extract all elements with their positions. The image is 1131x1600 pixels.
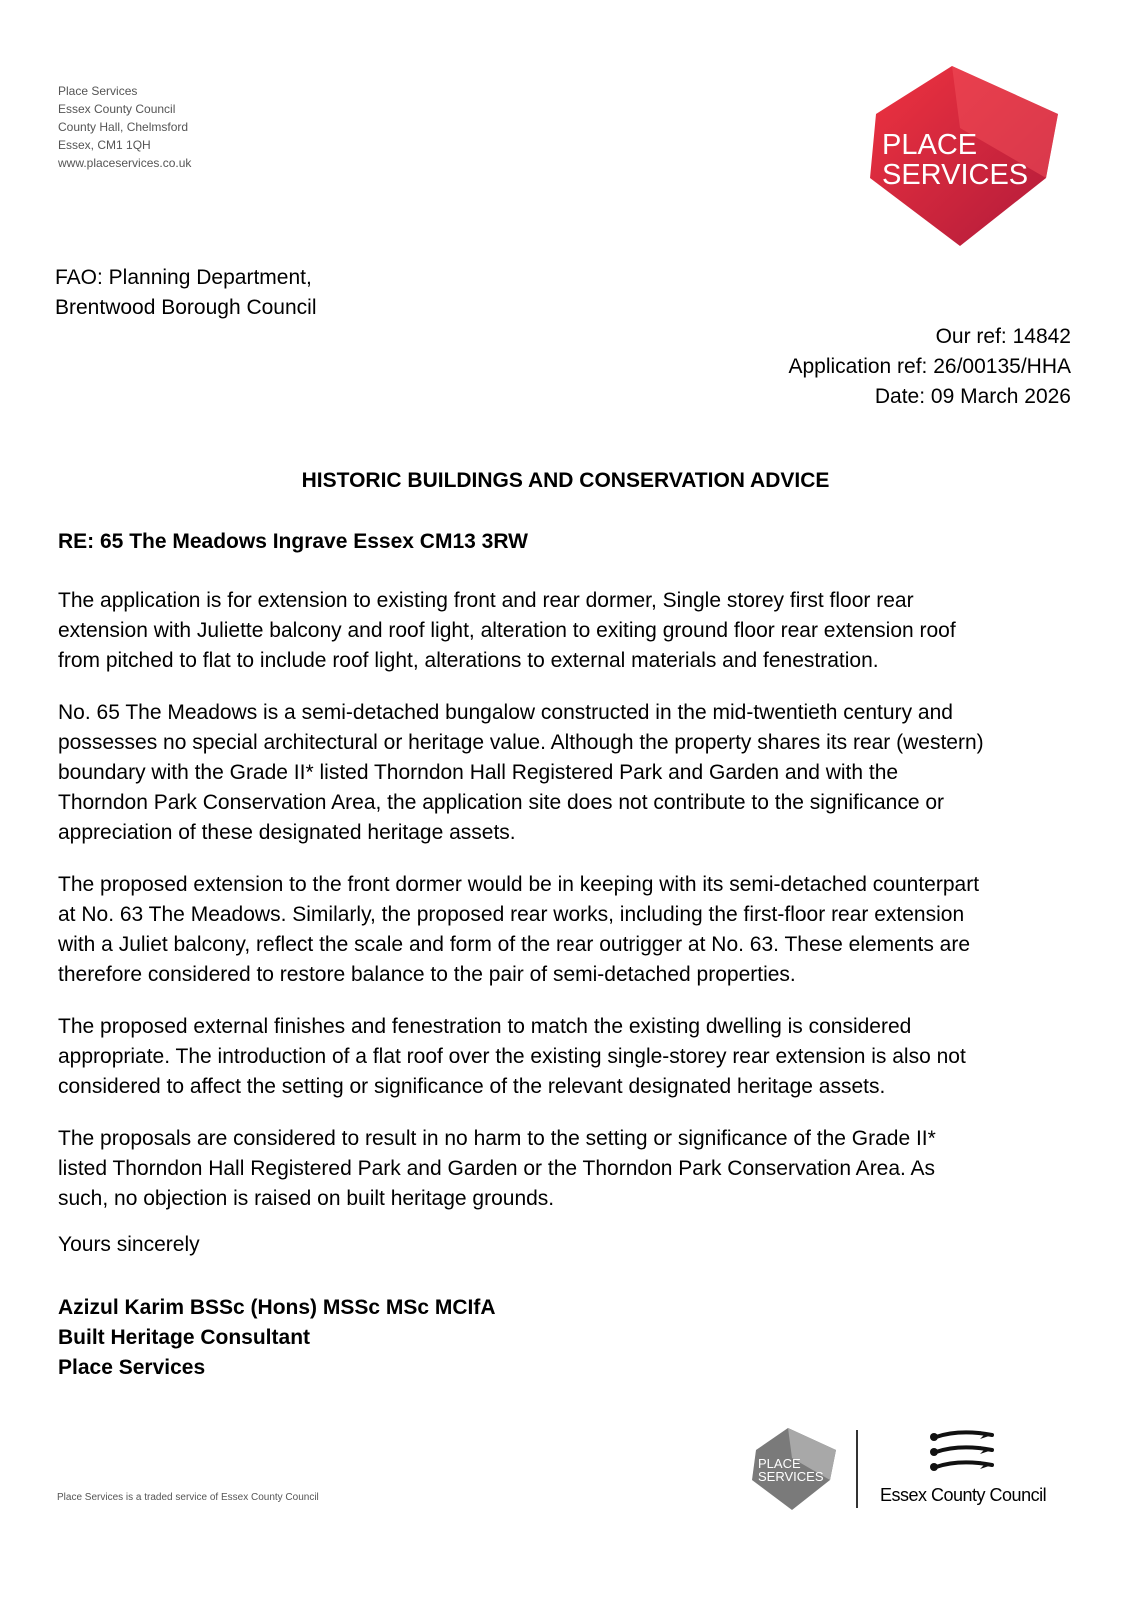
paragraph-line: The proposed extension to the front dormer would be in keeping with its semi-detached counterpart <box>58 873 980 896</box>
paragraph-line: appreciation of these designated heritage assets. <box>58 821 516 844</box>
letter-body <box>58 586 1058 1236</box>
essex-county-council-wordmark: Essex County Council <box>880 1485 1047 1505</box>
paragraph-line: boundary with the Grade II* listed Thorndon Hall Registered Park and Garden and with the <box>58 761 899 784</box>
paragraph-line: listed Thorndon Hall Registered Park and Garden or the Thorndon Park Conservation Area. As <box>58 1157 936 1180</box>
sender-address <box>58 82 191 172</box>
paragraph-line: with a Juliet balcony, reflect the scale and form of the rear outrigger at No. 63. These elements are <box>58 933 971 956</box>
logo-text-place: PLACE <box>882 129 978 161</box>
footer-logo-text-services: SERVICES <box>758 1469 824 1484</box>
footer-note: Place Services is a traded service of Essex County Council <box>57 1492 319 1503</box>
place-services-footer-logo <box>748 1428 838 1510</box>
paragraph-line: such, no objection is raised on built heritage grounds. <box>58 1187 555 1210</box>
sender-address-line: Essex County Council <box>58 102 176 116</box>
reference-block <box>788 322 1071 412</box>
sender-address-line: Essex, CM1 1QH <box>58 138 151 152</box>
body-paragraph <box>58 870 1058 990</box>
application-ref: Application ref: 26/00135/HHA <box>788 355 1071 378</box>
closing: Yours sincerely <box>58 1233 200 1256</box>
paragraph-line: No. 65 The Meadows is a semi-detached bungalow constructed in the mid-twentieth century and <box>58 701 953 724</box>
footer-divider <box>856 1430 858 1508</box>
paragraph-line: The proposed external finishes and fenestration to match the existing dwelling is considered <box>58 1015 912 1038</box>
signature-block <box>58 1293 496 1383</box>
paragraph-line: appropriate. The introduction of a flat roof over the existing single-storey rear extension is also not <box>58 1045 966 1068</box>
body-paragraph <box>58 586 1058 676</box>
signatory-role: Built Heritage Consultant <box>58 1326 311 1349</box>
body-paragraph <box>58 1012 1058 1102</box>
signatory-org: Place Services <box>58 1356 206 1379</box>
paragraph-line: therefore considered to restore balance to the pair of semi-detached properties. <box>58 963 796 986</box>
place-services-logo <box>864 66 1060 246</box>
addressee-line: Brentwood Borough Council <box>55 296 317 319</box>
sender-address-line: Place Services <box>58 84 138 98</box>
paragraph-line: from pitched to flat to include roof light, alterations to external materials and fenestration. <box>58 649 879 672</box>
logo-text-services: SERVICES <box>882 159 1029 191</box>
paragraph-line: Thorndon Park Conservation Area, the application site does not contribute to the significance or <box>58 791 945 814</box>
addressee <box>55 263 317 323</box>
subject-line: RE: 65 The Meadows Ingrave Essex CM13 3RW <box>58 530 528 553</box>
sender-website: www.placeservices.co.uk <box>58 156 192 170</box>
paragraph-line: considered to affect the setting or significance of the relevant designated heritage assets. <box>58 1075 886 1098</box>
our-ref: Our ref: 14842 <box>935 325 1071 348</box>
body-paragraph <box>58 1124 1058 1214</box>
paragraph-line: possesses no special architectural or heritage value. Although the property shares its rear (western) <box>58 731 984 754</box>
sender-address-line: County Hall, Chelmsford <box>58 120 189 134</box>
paragraph-line: at No. 63 The Meadows. Similarly, the proposed rear works, including the first-floor rear extension <box>58 903 965 926</box>
paragraph-line: extension with Juliette balcony and roof light, alteration to exiting ground floor rear extension roof <box>58 619 956 642</box>
paragraph-line: The application is for extension to existing front and rear dormer, Single storey first floor rear <box>58 589 914 612</box>
document-title: HISTORIC BUILDINGS AND CONSERVATION ADVICE <box>301 469 830 492</box>
addressee-line: FAO: Planning Department, <box>55 266 312 289</box>
footer-logo-text-place: PLACE <box>758 1456 801 1471</box>
body-paragraph <box>58 698 1058 848</box>
letter-date: Date: 09 March 2026 <box>874 385 1071 408</box>
signatory-name: Azizul Karim BSSc (Hons) MSSc MSc MCIfA <box>58 1296 496 1319</box>
paragraph-line: The proposals are considered to result in no harm to the setting or significance of the Grade II* <box>58 1127 936 1150</box>
